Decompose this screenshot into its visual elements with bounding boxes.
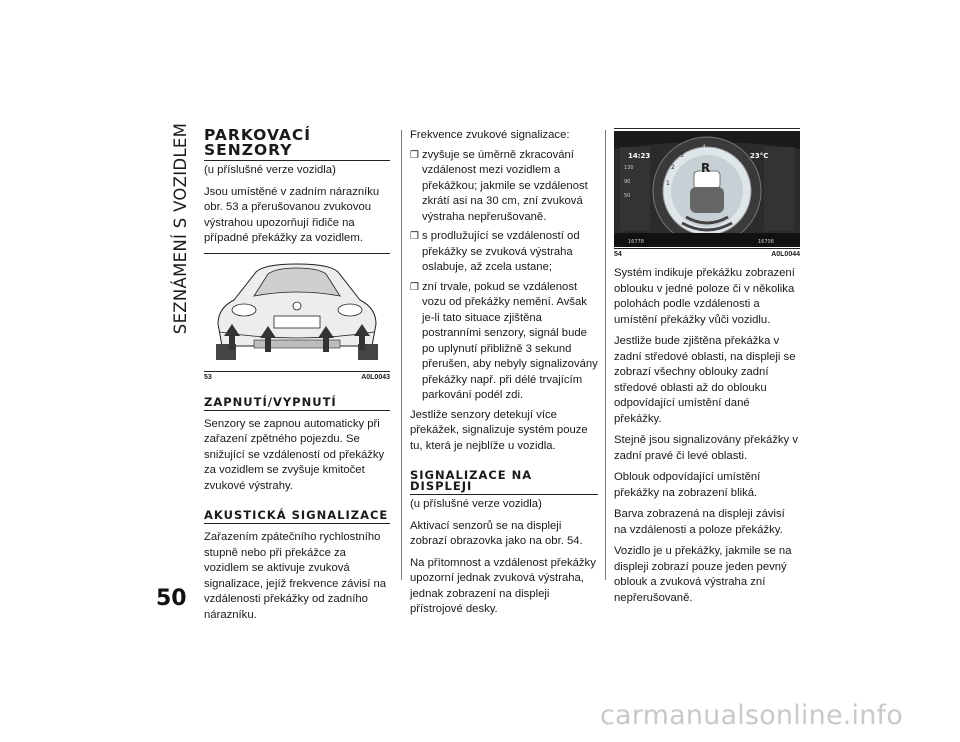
dial-number: 4 <box>702 144 706 151</box>
bullet-text: zvyšuje se úměrně zkracování vzdálenost mezi vozidlem a překážkou; jakmile se vzdálenost zkrátí asi na 30 cm, zní zvuková výstraha nepřerušovaně. <box>422 148 588 223</box>
side-chapter-title-text: SEZNÁMENÍ S VOZIDLEM <box>171 122 191 334</box>
version-note: (u příslušné verze vozidla) <box>204 164 336 176</box>
figure-53 <box>204 253 390 381</box>
dial-number: 1 <box>666 180 670 187</box>
car-rear-illustration <box>204 254 390 370</box>
column-2 <box>410 128 598 618</box>
cluster-temperature: 23°C <box>750 152 769 160</box>
paragraph-continuous: Vozidlo je u překážky, jakmile se na displeji zobrazí pouze jeden pevný oblouk a zvuková výstraha zní nepřerušovaně. <box>614 545 792 604</box>
watermark: carmanualsonline.info <box>600 700 903 731</box>
heading-parking-sensors: PARKOVACÍ SENZORY <box>204 128 390 161</box>
dial-number: 130 <box>624 165 634 171</box>
heading-acoustic: AKUSTICKÁ SIGNALIZACE <box>204 508 389 522</box>
bullet-mark: ❒ <box>410 149 419 161</box>
cluster-gear: R <box>701 161 711 175</box>
frequency-intro: Frekvence zvukové signalizace: <box>410 129 570 141</box>
figure-54-number: 54 <box>614 251 622 258</box>
page-number: 50 <box>156 586 187 611</box>
dial-number: 2 <box>671 164 675 171</box>
side-chapter-title <box>168 122 194 334</box>
paragraph-acoustic: Zařazením zpátečního rychlostního stupně nebo při překážce za vozidlem se aktivuje zvuková signalizace, jejíž frekvence závisí na vzdálenosti překážky od zadního nárazníku. <box>204 531 387 621</box>
column-1 <box>204 128 390 623</box>
dial-number: 90 <box>624 179 631 185</box>
bullet-mark: ❒ <box>410 231 419 242</box>
dial-number: 50 <box>624 193 631 199</box>
paragraph-display-1: Aktivací senzorů se na displeji zobrazí obrazovka jako na obr. 54. <box>410 519 583 547</box>
bullet-text: zní trvale, pokud se vzdálenost vozu od překážky nemění. Avšak je-li tato situace zjištěna postranními senzory, signál bude po uplynutí přibližně 3 sekund přerušen, aby nebyly signalizovány překážky např. při délé trvajícím parkování podél zdi. <box>422 280 598 401</box>
heading-display-signal: SIGNALIZACE NA DISPLEJI <box>410 470 598 495</box>
bullet-text: s prodlužující se vzdáleností od překážky se zvuková výstraha oslabuje, až zcela ustane; <box>422 230 580 273</box>
paragraph-blinking: Oblouk odpovídající umístění překážky na zobrazení bliká. <box>614 471 761 499</box>
dial-number: 3 <box>680 152 684 159</box>
figure-54-code: A0L0044 <box>771 251 800 258</box>
cluster-time: 14:23 <box>628 152 651 160</box>
heading-on-off: ZAPNUTÍ/VYPNUTÍ <box>204 397 390 411</box>
paragraph-on-off: Senzory se zapnou automaticky při zařazení zpětného pojezdu. Se snižující se vzdáleností od překážky za vozidlem se zvyšuje kmitočet zvukové výstrahy. <box>204 417 385 492</box>
column-3 <box>614 128 800 606</box>
bullet-item <box>410 148 598 226</box>
column-divider-2 <box>605 130 606 580</box>
figure-53-code: A0L0043 <box>361 373 390 381</box>
paragraph-intro: Jsou umístěné v zadním nárazníku obr. 53 a přerušovanou zvukovou výstrahou upozorňují řidiče na případné překážky za vozidlem. <box>204 185 380 244</box>
paragraph-display-arc: Systém indikuje překážku zobrazení oblouku v jedné poloze či v několika polohách podle vzdálenosti a umístění překážky vůči vozidlu. <box>614 267 795 326</box>
paragraph-center-zone: Jestliže bude zjištěna překážka v zadní středové oblasti, na displeji se zobrazí všechny oblouky zadní středové oblasti až do oblouku odpovídající umístění dané překážky. <box>614 335 796 425</box>
bullet-item <box>410 229 598 276</box>
instrument-cluster-illustration <box>614 129 800 247</box>
bullet-mark: ❒ <box>410 281 419 293</box>
figure-53-number: 53 <box>204 373 212 381</box>
cluster-odometer-left: 16778 <box>628 239 644 245</box>
column-divider-1 <box>401 130 402 580</box>
bullet-item <box>410 280 598 404</box>
paragraph-multiple-obstacles: Jestliže senzory detekují více překážek, signalizuje systém pouze tu, která je nejblíže u vozidla. <box>410 408 588 452</box>
version-note: (u příslušné verze vozidla) <box>410 498 542 510</box>
figure-54 <box>614 128 800 258</box>
cluster-odometer-right: 16706 <box>758 239 774 245</box>
paragraph-color: Barva zobrazená na displeji závisí na vzdálenosti a poloze překážky. <box>614 508 785 536</box>
paragraph-display-2: Na přítomnost a vzdálenost překážky upozorní jednak zvuková výstraha, jednak zobrazení na displeji přístrojové desky. <box>410 556 596 615</box>
paragraph-side-zones: Stejně jsou signalizovány překážky v zadní pravé či levé oblasti. <box>614 434 798 462</box>
